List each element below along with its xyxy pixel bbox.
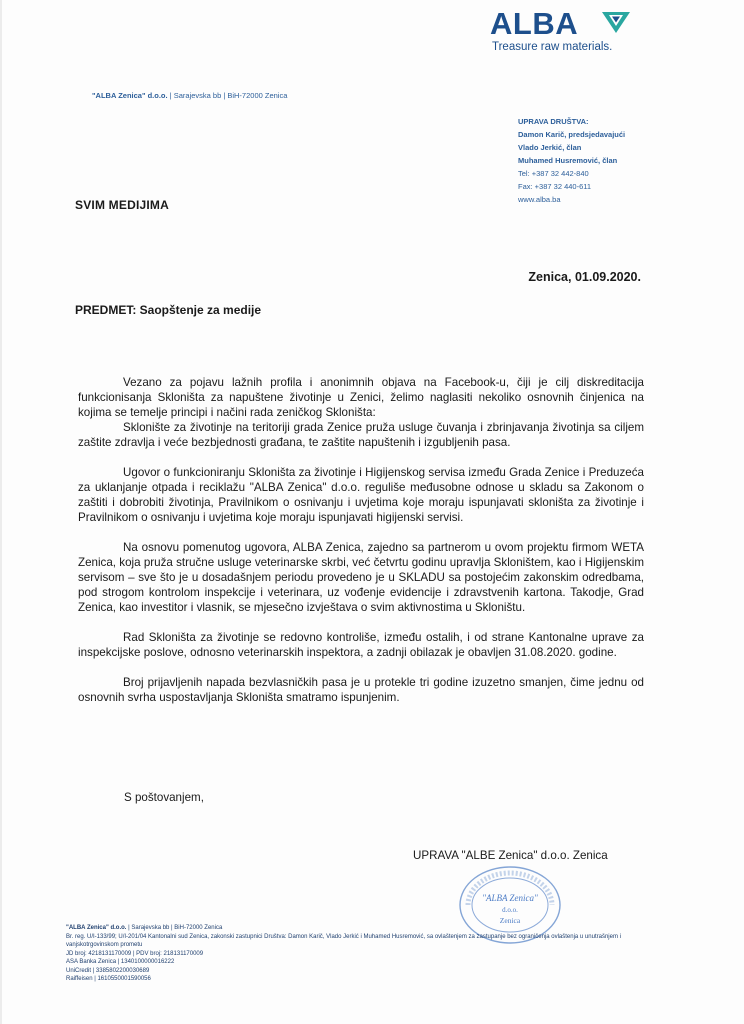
letter-footer [66, 924, 676, 984]
fax-number: Fax: +387 32 440-611 [518, 182, 592, 191]
management-block [518, 115, 625, 206]
phone-number: Tel: +387 32 442-840 [518, 169, 589, 178]
letter-body [78, 375, 644, 705]
letter-subject: PREDMET: Saopštenje za medije [75, 303, 262, 317]
sender-address: | Sarajevska bb | BiH-72000 Zenica [167, 91, 288, 100]
footer-company: "ALBA Zenica" d.o.o. [66, 925, 127, 931]
company-logo [490, 4, 640, 54]
body-paragraph: Broj prijavljenih napada bezvlasničkih pasa je u protekle tri godine izuzetno smanjen, čime jednu od osnovnih svrha uspostavljanja Skloništa smatramo ispunjenim. [78, 676, 644, 704]
footer-bank: ASA Banka Zenica | 1340100000016222 [66, 959, 175, 965]
website-link[interactable]: www.alba.ba [518, 195, 561, 204]
svg-text:Zenica: Zenica [499, 916, 521, 925]
recipient: SVIM MEDIJIMA [75, 198, 169, 212]
body-paragraph: Ugovor o funkcioniranju Skloništa za životinje i Higijenskog servisa između Grada Zenice i Preduzeća za uklanjanje otpada i reciklažu "ALBA Zenica" d.o.o. reguliše međusobne odnose u skladu sa Zakonom o zaštiti i dobrobiti životinja, Pravilnikom o osnivanju i uvjetima koje moraju ispunjavati skloništa za životinje i Pravilnikom o osnivanju i uvjetima koje moraju ispunjavati higijenski servisi. [78, 466, 644, 524]
letter-date: Zenica, 01.09.2020. [528, 270, 641, 284]
body-paragraph: Vezano za pojavu lažnih profila i anonimnih objava na Facebook-u, čiji je cilj diskreditacija funkcionisanja Skloništa za napuštene životinje u Zenici, želimo naglasiti nekoliko osnovnih činjenica na kojima se temelje principi i načini rada zeničkog Skloništa: [78, 376, 644, 419]
footer-bank: Raiffeisen | 1610550001590056 [66, 976, 151, 982]
footer-ids: JD broj: 4218131170009 | PDV broj: 218131170009 [66, 950, 204, 957]
svg-text:"ALBA Zenica": "ALBA Zenica" [482, 893, 538, 903]
management-member: Damon Karič, predsjedavajući [518, 130, 626, 139]
body-paragraph: Rad Skloništa za životinje se redovno kontroliše, između ostalih, i od strane Kantonalne uprave za inspekcijske poslove, odnosno veterinarskih inspektora, a zadnji obilazak je obavljen 31.08.2020. godine. [78, 631, 644, 659]
management-member: Muhamed Husremović, član [518, 156, 618, 165]
body-paragraph: Na osnovu pomenutog ugovora, ALBA Zenica, zajedno sa partnerom u ovom projektu firmom WETA Zenica, koja pruža stručne usluge veterinarske skrbi, već četvrtu godinu upravlja Skloništem, kao i Higijenskim servisom – sve što je u dosadašnjem periodu provedeno je u SKLADU sa postojećim zakonskim odredbama, pod strogom kontrolom inspekcije i veterinara, uz vođenje evidencije i zdravstvenih kartona. Takodje, Grad Zenica, kao investitor i vlasnik, se mjesečno izvještava o svim aktivnostima u Skloništu. [78, 541, 644, 614]
sender-address-line [92, 91, 287, 100]
logo-wordmark: ALBA [490, 6, 579, 41]
management-member: Vlado Jerkić, član [518, 143, 582, 152]
sender-company: "ALBA Zenica" d.o.o. [92, 91, 168, 100]
signature-line: UPRAVA "ALBE Zenica" d.o.o. Zenica [413, 849, 608, 862]
footer-address: | Sarajevska bb | BiH-72000 Zenica [126, 925, 223, 931]
management-heading: UPRAVA DRUŠTVA: [518, 117, 589, 126]
body-paragraph: Sklonište za životinje na teritoriji grada Zenice pruža usluge čuvanja i zbrinjavanja životinja sa ciljem zaštite zdravlja i veće bezbjednosti građana, te zaštite napuštenih i izgubljenih pasa. [78, 421, 644, 449]
alba-triangle-icon [600, 9, 632, 35]
footer-registration: Br. reg. U/I-133/99; U/I-201/04 Kantonalni sud Zenica, zakonski zastupnici Društva: Damon Karič, Vlado Jerkić i Muhamed Husremović, sa ovlaštenjem za zastupanje bez ograničenja ovlaštenja u unutrašnjem i vanjskotrgovinskom prometu [66, 933, 621, 948]
svg-text:d.o.o.: d.o.o. [502, 906, 518, 914]
footer-bank: UniCredit | 3385802200030689 [66, 967, 150, 974]
closing-salutation: S poštovanjem, [124, 791, 204, 804]
logo-tagline: Treasure raw materials. [492, 41, 613, 53]
